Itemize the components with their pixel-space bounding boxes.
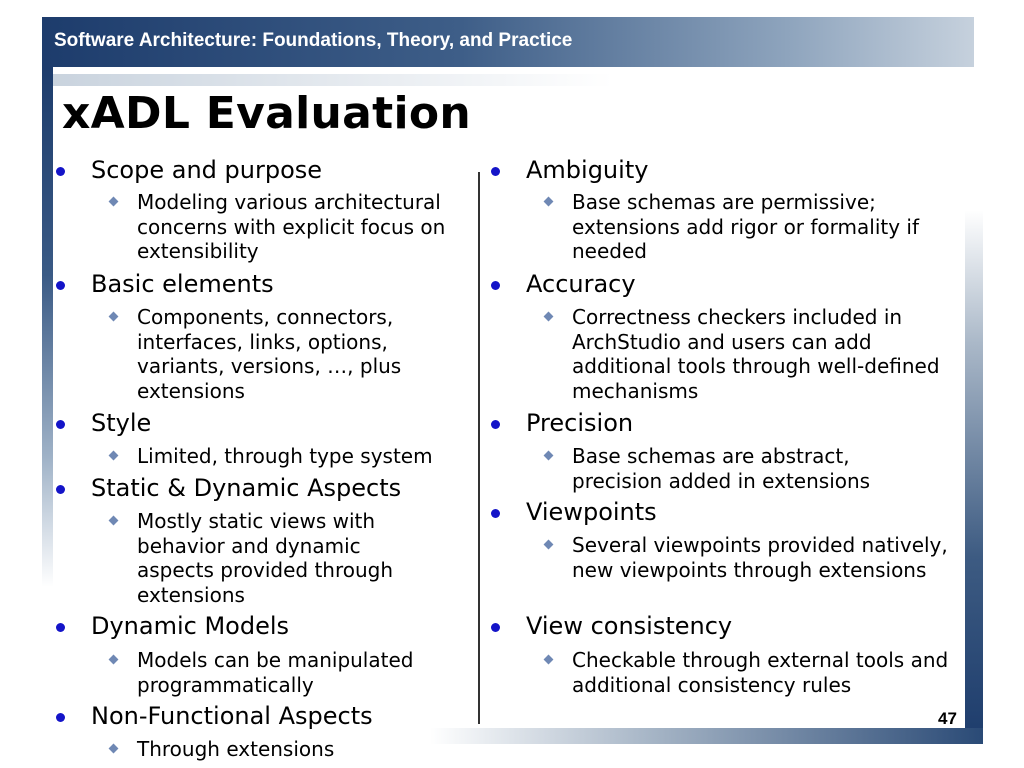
page-number: 47 bbox=[938, 709, 957, 728]
sub-bullet-text: Models can be manipulated programmatically bbox=[137, 648, 414, 697]
top-decor-fade bbox=[53, 74, 613, 86]
bullet-label: Static & Dynamic Aspects bbox=[91, 474, 402, 502]
sub-bullet-text: Base schemas are abstract, precision added in extensions bbox=[572, 444, 871, 493]
diamond-bullet-icon bbox=[109, 655, 119, 665]
sub-bullet-text: Several viewpoints provided natively, new viewpoints through extensions bbox=[572, 533, 948, 582]
bullet-icon bbox=[491, 281, 500, 290]
bullet-icon bbox=[491, 167, 500, 176]
sub-bullet-text: Through extensions bbox=[137, 737, 335, 761]
bullet-label: Style bbox=[91, 409, 152, 437]
bullet-label: Precision bbox=[526, 409, 634, 437]
bullet-icon bbox=[491, 420, 500, 429]
sub-bullet-text: Correctness checkers included in ArchStudio and users can add additional tools through well-defined mechanisms bbox=[572, 305, 940, 403]
bottom-decor-fade bbox=[430, 728, 983, 744]
bullet-icon bbox=[56, 623, 65, 632]
bullet-label: View consistency bbox=[526, 612, 733, 640]
diamond-bullet-icon bbox=[544, 655, 554, 665]
bullet-icon bbox=[491, 623, 500, 632]
bullet-icon bbox=[491, 509, 500, 518]
bullet-label: Ambiguity bbox=[526, 156, 649, 184]
diamond-bullet-icon bbox=[544, 197, 554, 207]
sub-bullet-text: Mostly static views with behavior and dynamic aspects provided through extensions bbox=[137, 509, 394, 607]
diamond-bullet-icon bbox=[109, 451, 119, 461]
column-divider bbox=[478, 172, 480, 724]
header-bar bbox=[42, 17, 974, 67]
bullet-label: Viewpoints bbox=[526, 498, 657, 526]
bullet-label: Dynamic Models bbox=[91, 612, 290, 640]
sub-bullet-text: Modeling various architectural concerns with explicit focus on extensibility bbox=[137, 190, 446, 263]
bullet-icon bbox=[56, 167, 65, 176]
diamond-bullet-icon bbox=[109, 197, 119, 207]
slide-title: xADL Evaluation bbox=[62, 88, 472, 139]
bullet-label: Basic elements bbox=[91, 270, 274, 298]
diamond-bullet-icon bbox=[544, 451, 554, 461]
bullet-label: Scope and purpose bbox=[91, 156, 323, 184]
right-decor-stripe bbox=[965, 210, 983, 744]
bullet-label: Accuracy bbox=[526, 270, 636, 298]
sub-bullet-text: Checkable through external tools and additional consistency rules bbox=[572, 648, 949, 697]
bullet-icon bbox=[56, 420, 65, 429]
header-title: Software Architecture: Foundations, Theory, and Practice bbox=[54, 30, 573, 51]
sub-bullet-text: Limited, through type system bbox=[137, 444, 433, 468]
diamond-bullet-icon bbox=[109, 312, 119, 322]
bullet-label: Non-Functional Aspects bbox=[91, 702, 373, 730]
diamond-bullet-icon bbox=[544, 540, 554, 550]
left-decor-stripe bbox=[42, 67, 53, 587]
sub-bullet-text: Components, connectors, interfaces, links, options, variants, versions, …, plus extensions bbox=[137, 305, 402, 403]
sub-bullet-text: Base schemas are permissive; extensions add rigor or formality if needed bbox=[572, 190, 920, 263]
diamond-bullet-icon bbox=[109, 516, 119, 526]
bullet-icon bbox=[56, 485, 65, 494]
bullet-icon bbox=[56, 713, 65, 722]
diamond-bullet-icon bbox=[109, 744, 119, 754]
diamond-bullet-icon bbox=[544, 312, 554, 322]
bullet-icon bbox=[56, 281, 65, 290]
